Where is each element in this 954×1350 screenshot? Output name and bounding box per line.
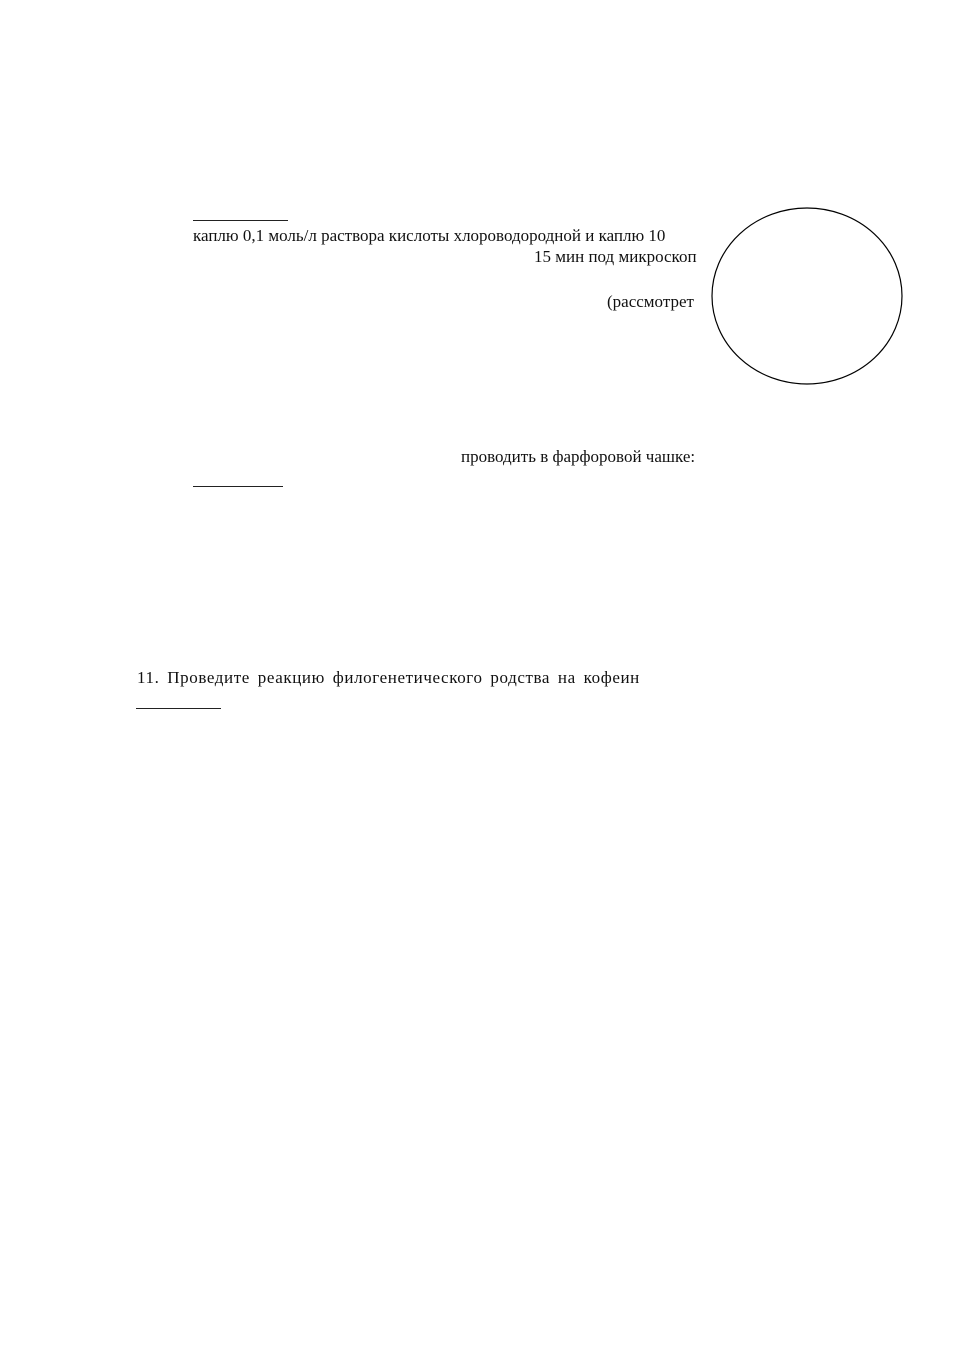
underline-1 — [193, 220, 288, 221]
text-line-4: проводить в фарфоровой чашке: — [461, 447, 696, 466]
text-line-3: (рассмотрет — [607, 292, 694, 311]
item-11-heading: 11. Проведите реакцию филогенетического родства на кофеин — [137, 668, 640, 687]
underline-3 — [136, 708, 221, 709]
underline-2 — [193, 486, 283, 487]
drawing-circle — [710, 206, 906, 388]
circle-outline — [712, 208, 902, 384]
text-line-1: каплю 0,1 моль/л раствора кислоты хлороводородной и каплю 10 — [193, 226, 666, 245]
text-line-2: 15 мин под микроскоп — [534, 247, 697, 266]
